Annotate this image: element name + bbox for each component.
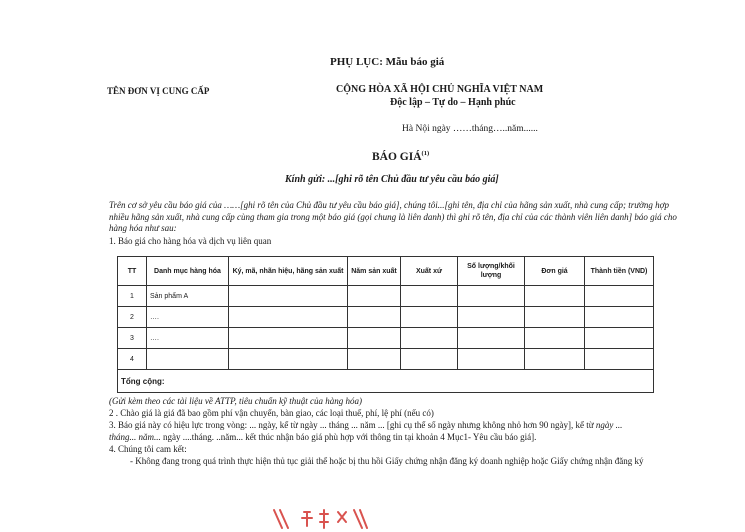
total-label: Tổng cộng: — [118, 370, 654, 393]
table-cell — [401, 349, 458, 370]
table-cell — [458, 328, 525, 349]
col-header-unit-price: Đơn giá — [525, 257, 585, 286]
table-row — [118, 328, 654, 349]
table-cell — [229, 286, 348, 307]
table-cell — [348, 307, 401, 328]
table-cell — [348, 328, 401, 349]
table-cell — [585, 286, 654, 307]
note-item-4: 4. Chúng tôi cam kết: — [109, 444, 187, 454]
col-header-origin: Xuất xứ — [401, 257, 458, 286]
row-number: 1 — [118, 286, 147, 307]
table-cell — [348, 349, 401, 370]
commitment-bullet: - Không đang trong quá trình thực hiện thủ tục giải thể hoặc bị thu hồi Giấy chứng nhận đăng ký doanh nghiệp hoặc Giấy chứng nhận đăng ký — [130, 456, 644, 466]
red-stamp-fragment — [268, 508, 368, 532]
table-row — [118, 286, 654, 307]
country-name: CỘNG HÒA XÃ HỘI CHỦ NGHĨA VIỆT NAM — [336, 84, 544, 95]
supplier-label: TÊN ĐƠN VỊ CUNG CẤP — [107, 86, 210, 96]
doc-title-footnote: (1) — [421, 150, 430, 157]
col-header-tt: TT — [118, 257, 147, 286]
table-row — [118, 349, 654, 370]
table-cell — [401, 328, 458, 349]
table-cell — [401, 307, 458, 328]
col-header-quantity: Số lượng/khối lượng — [458, 257, 525, 286]
quote-table — [117, 256, 654, 393]
note-item-3b-text: ngày ....tháng. ..năm... kết thúc nhận báo giá phù hợp với thông tin tại khoản 4 Mục1- Yêu cầu báo giá]. — [163, 432, 537, 442]
table-cell — [525, 349, 585, 370]
col-header-item: Danh mục hàng hóa — [147, 257, 229, 286]
table-cell — [458, 349, 525, 370]
row-item-name — [147, 349, 229, 370]
note-item-2: 2 . Chào giá là giá đã bao gồm phí vận chuyển, bàn giao, các loại thuế, phí, lệ phí (nếu có) — [109, 408, 434, 418]
row-item-name: …. — [147, 307, 229, 328]
note-item-3b — [109, 432, 536, 442]
table-cell — [525, 307, 585, 328]
row-item-name: Sản phẩm A — [147, 286, 229, 307]
date-line: Hà Nội ngày ……tháng…..năm...... — [402, 124, 538, 134]
table-cell — [401, 286, 458, 307]
col-header-amount: Thành tiền (VND) — [585, 257, 654, 286]
section-1-heading: 1. Báo giá cho hàng hóa và dịch vụ liên quan — [109, 236, 272, 246]
row-number: 3 — [118, 328, 147, 349]
national-motto: Độc lập – Tự do – Hạnh phúc — [390, 97, 516, 108]
table-cell — [525, 328, 585, 349]
row-number: 2 — [118, 307, 147, 328]
note-item-3a-text: 3. Báo giá này có hiệu lực trong vòng: ... ngày, kể từ ngày ... tháng ... năm ... [ghi cụ thể số ngày nhưng không nhỏ hơn 90 ngày], kể từ — [109, 420, 594, 430]
note-item-3a-tail: ngày ... — [595, 420, 623, 430]
appendix-title: PHỤ LỤC: Mẫu báo giá — [330, 56, 445, 68]
table-cell — [458, 286, 525, 307]
table-cell — [348, 286, 401, 307]
table-cell — [458, 307, 525, 328]
table-cell — [585, 307, 654, 328]
doc-title — [372, 150, 429, 163]
table-cell — [525, 286, 585, 307]
row-number: 4 — [118, 349, 147, 370]
doc-title-text: BÁO GIÁ — [372, 150, 422, 163]
row-item-name: …. — [147, 328, 229, 349]
table-cell — [229, 349, 348, 370]
total-row — [118, 370, 654, 393]
table-cell — [229, 307, 348, 328]
note-item-3a — [109, 420, 622, 430]
table-cell — [585, 328, 654, 349]
table-header-row — [118, 257, 654, 286]
recipient-line: Kính gửi: ...[ghi rõ tên Chủ đầu tư yêu cầu báo giá] — [285, 174, 499, 185]
attachment-note: (Gửi kèm theo các tài liệu về ATTP, tiêu chuẩn kỹ thuật của hàng hóa) — [109, 396, 362, 406]
table-row — [118, 307, 654, 328]
table-cell — [229, 328, 348, 349]
col-header-brand: Ký, mã, nhãn hiệu, hãng sản xuất — [229, 257, 348, 286]
table-cell — [585, 349, 654, 370]
intro-paragraph: Trên cơ sở yêu cầu báo giá của ……[ghi rõ tên của Chủ đầu tư yêu cầu báo giá], chúng tôi...[ghi tên, địa chỉ của hãng sản xuất, nhà cung cấp; trường hợp nhiều hãng sản xuất, nhà cung cấp cùng tham gia trong một báo giá (gọi chung là liên danh) thì ghi rõ tên, địa chỉ của các thành viên liên danh] báo giá cho hàng hóa như sau: — [109, 200, 677, 233]
note-item-3b-italic: tháng... năm... — [109, 432, 161, 442]
col-header-year: Năm sản xuất — [348, 257, 401, 286]
